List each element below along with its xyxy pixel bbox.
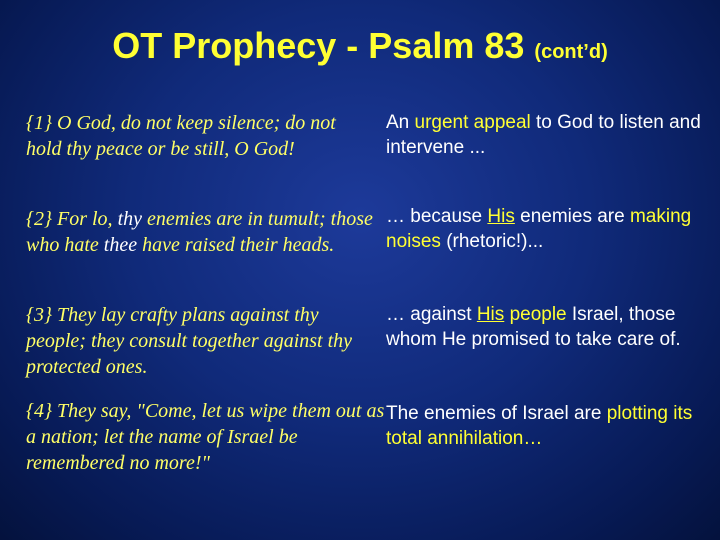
comment-3-his: His <box>476 304 505 325</box>
comment-3-part-1: … against <box>386 304 477 325</box>
comment-1-part-2: to God to listen and intervene ... <box>386 112 701 158</box>
title-suffix: (cont’d) <box>534 41 608 63</box>
title-main: OT Prophecy - Psalm 83 <box>112 25 525 66</box>
verse-2-part-1: {2} For lo, <box>26 208 118 230</box>
verse-4-text: {4} They say, "Come, let us wipe them out as a nation; let the name of Israel be remembered no more!" <box>26 400 385 474</box>
verse-2 <box>26 206 376 258</box>
comment-3 <box>386 302 706 352</box>
verse-4 <box>26 398 396 476</box>
comment-3-people: people <box>509 304 567 325</box>
comment-4 <box>386 401 706 451</box>
comment-1-highlight: urgent appeal <box>414 112 531 133</box>
verse-1-text: {1} O God, do not keep silence; do not hold thy peace or be still, O God! <box>26 112 336 160</box>
comment-2-his: His <box>487 206 515 227</box>
verse-1 <box>26 110 376 162</box>
verse-3-text: {3} They lay crafty plans against thy people; they consult together against thy protected ones. <box>26 304 353 378</box>
verse-3 <box>26 302 376 380</box>
comment-4-highlight: plotting its total annihilation… <box>386 403 693 449</box>
comment-1 <box>386 110 706 160</box>
comment-4-part-1: The enemies of Israel are <box>386 403 607 424</box>
verse-2-part-2: enemies are in tumult; those who hate <box>26 208 373 256</box>
verse-2-thee: thee <box>103 234 138 256</box>
comment-1-part-1: An <box>386 112 415 133</box>
verse-2-thy: thy <box>117 208 142 230</box>
slide-title <box>0 20 720 78</box>
comment-2-part-2: enemies are <box>514 206 630 227</box>
comment-2-highlight: making noises <box>386 206 692 252</box>
comment-3-part-2: Israel, those whom He promised to take care of. <box>386 304 681 350</box>
comment-2-part-1: … because <box>386 206 488 227</box>
comment-2-part-3: (rhetoric!)... <box>440 231 544 252</box>
verse-2-part-3: have raised their heads. <box>137 234 335 256</box>
comment-2 <box>386 204 706 254</box>
